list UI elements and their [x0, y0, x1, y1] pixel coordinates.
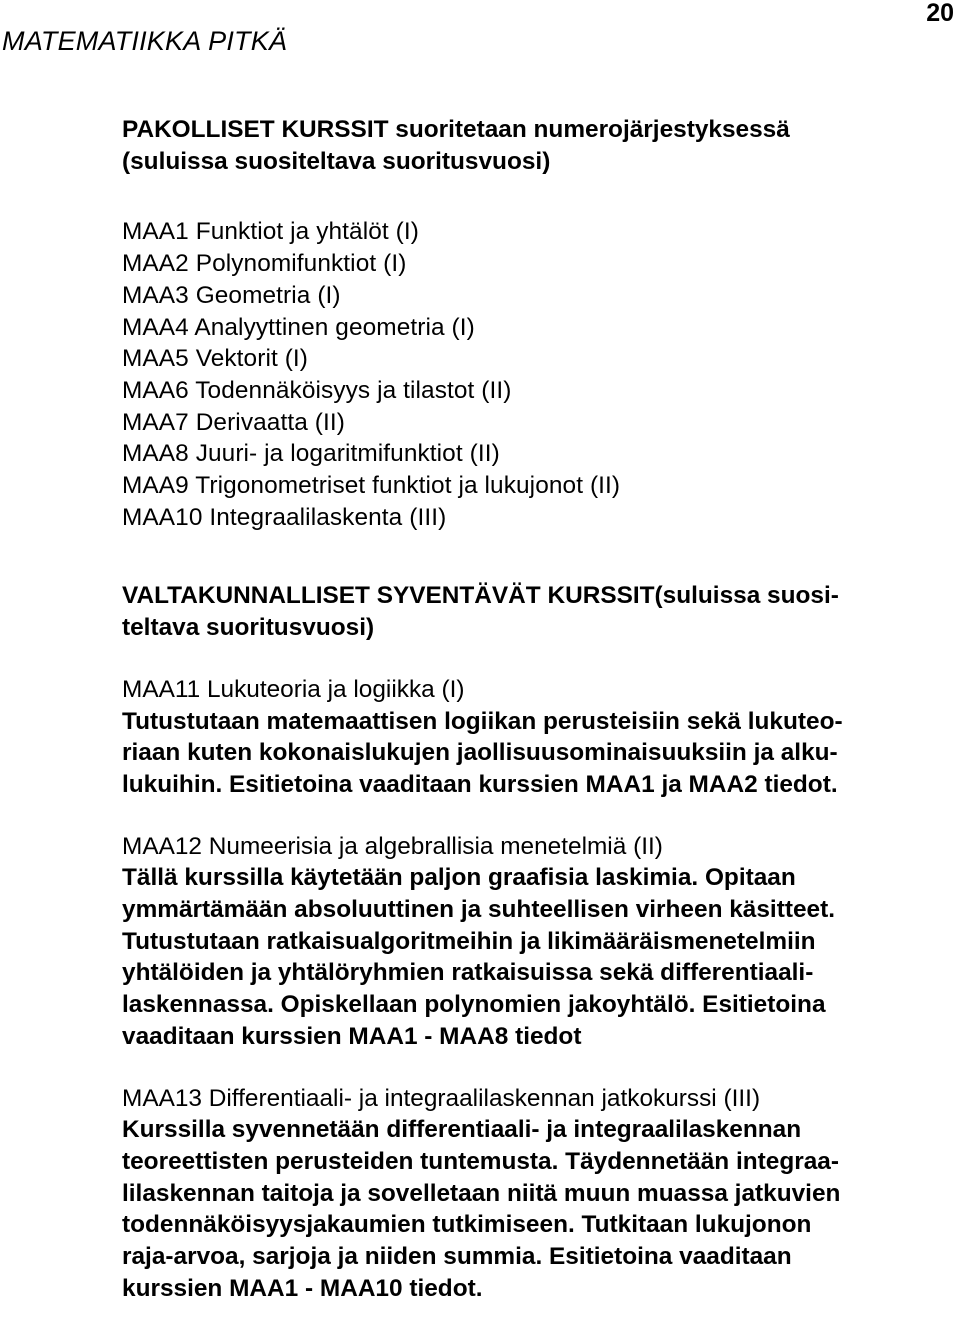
page-number: 20	[926, 0, 954, 27]
document-body	[122, 114, 954, 1305]
course-description: Tällä kurssilla käytetään paljon graafisia laskimia. Opitaan	[122, 864, 796, 892]
course-description: kurssien MAA1 - MAA10 tiedot.	[122, 1274, 483, 1302]
course-item: MAA9 Trigonometriset funktiot ja lukujonot (II)	[122, 472, 621, 500]
course-block-maa12	[122, 831, 954, 1053]
course-description: lilaskennan taitoja ja sovelletaan niitä muun muassa jatkuvien	[122, 1179, 841, 1207]
course-description: raja-arvoa, sarjoja ja niiden summia. Esitietoina vaaditaan	[122, 1243, 792, 1271]
page-header-title: MATEMATIIKKA PITKÄ	[2, 26, 288, 56]
course-description: riaan kuten kokonaislukujen jaollisuusominaisuuksiin ja alku-	[122, 739, 838, 767]
course-description: Kurssilla syvennetään differentiaali- ja integraalilaskennan	[122, 1116, 802, 1144]
course-description: ymmärtämään absoluuttinen ja suhteellisen virheen käsitteet.	[122, 896, 835, 924]
course-item: MAA3 Geometria (I)	[122, 281, 341, 309]
section-heading: teltava suoritusvuosi)	[122, 614, 375, 642]
course-title: MAA12 Numeerisia ja algebrallisia menetelmiä (II)	[122, 832, 663, 860]
course-block-maa13	[122, 1083, 954, 1305]
course-description: Tutustutaan ratkaisualgoritmeihin ja likimääräismenetelmiin	[122, 927, 816, 955]
course-item: MAA4 Analyyttinen geometria (I)	[122, 313, 475, 341]
section-heading: VALTAKUNNALLISET SYVENTÄVÄT KURSSIT(suluissa suosi-	[122, 582, 839, 610]
course-list	[122, 216, 954, 533]
course-description: Tutustutaan matemaattisen logiikan perusteisiin sekä lukuteo-	[122, 707, 843, 735]
course-title: MAA11 Lukuteoria ja logiikka (I)	[122, 675, 465, 703]
course-item: MAA5 Vektorit (I)	[122, 345, 309, 373]
course-description: yhtälöiden ja yhtälöryhmien ratkaisuissa sekä differentiaali-	[122, 959, 814, 987]
course-item: MAA10 Integraalilaskenta (III)	[122, 503, 447, 531]
course-description: laskennassa. Opiskellaan polynomien jakoyhtälö. Esitietoina	[122, 991, 826, 1019]
course-description: todennäköisyysjakaumien tutkimiseen. Tutkitaan lukujonon	[122, 1211, 812, 1239]
section-heading: (suluissa suositeltava suoritusvuosi)	[122, 147, 551, 175]
course-block-maa11	[122, 674, 954, 801]
course-description: teoreettisten perusteiden tuntemusta. Täydennetään integraa-	[122, 1147, 839, 1175]
advanced-courses-section	[122, 580, 954, 1304]
course-item: MAA6 Todennäköisyys ja tilastot (II)	[122, 376, 512, 404]
course-description: vaaditaan kurssien MAA1 - MAA8 tiedot	[122, 1022, 582, 1050]
course-item: MAA2 Polynomifunktiot (I)	[122, 250, 407, 278]
mandatory-courses-section	[122, 114, 954, 533]
section-heading: PAKOLLISET KURSSIT suoritetaan numerojärjestyksessä	[122, 116, 790, 143]
course-item: MAA8 Juuri- ja logaritmifunktiot (II)	[122, 440, 500, 468]
course-description: lukuihin. Esitietoina vaaditaan kurssien MAA1 ja MAA2 tiedot.	[122, 770, 838, 798]
course-item: MAA1 Funktiot ja yhtälöt (I)	[122, 218, 419, 246]
course-title: MAA13 Differentiaali- ja integraalilaskennan jatkokurssi (III)	[122, 1084, 761, 1112]
course-item: MAA7 Derivaatta (II)	[122, 408, 345, 436]
